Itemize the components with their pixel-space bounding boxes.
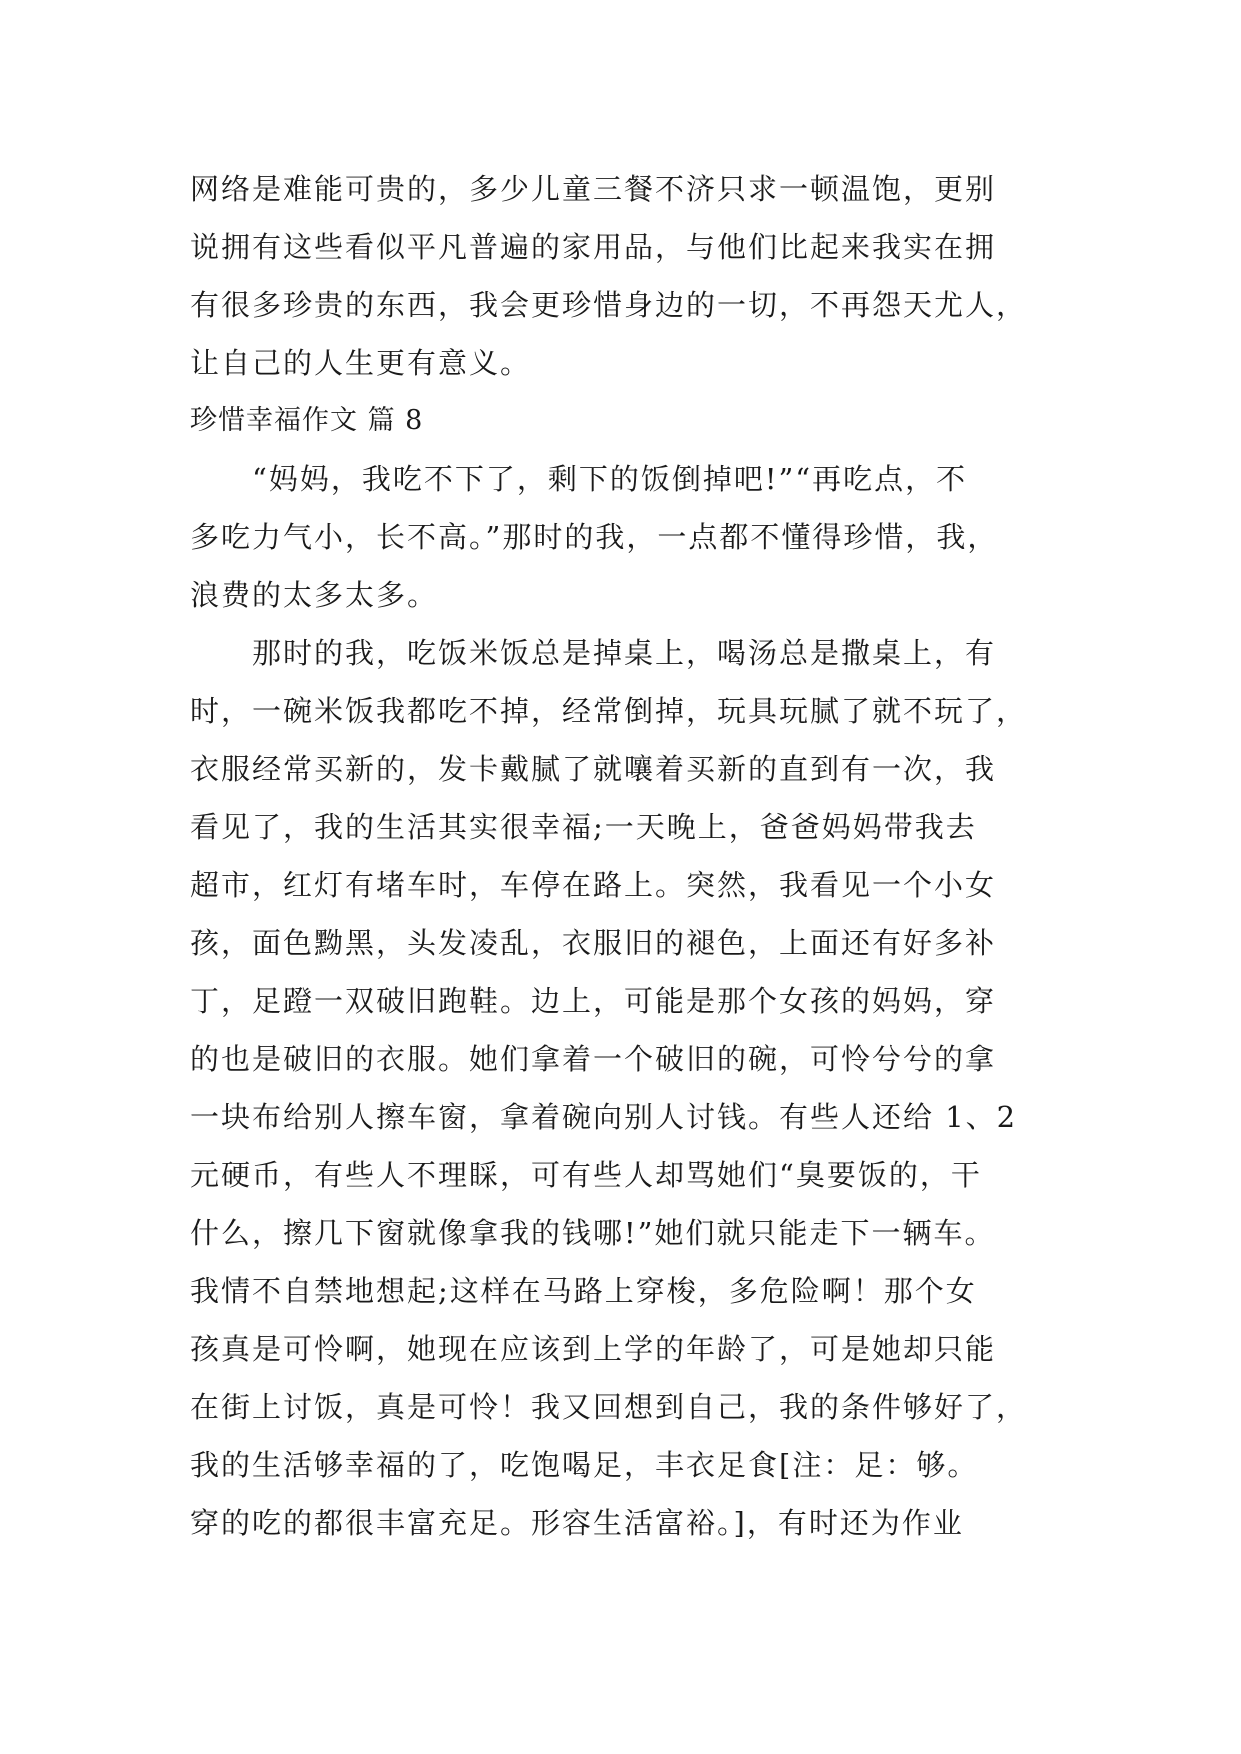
paragraph-line: 看见了，我的生活其实很幸福;一天晚上，爸爸妈妈带我去: [190, 810, 977, 844]
paragraph-line: 什么，擦几下窗就像拿我的钱哪!”她们就只能走下一辆车。: [190, 1216, 996, 1250]
paragraph-line: 说拥有这些看似平凡普遍的家用品，与他们比起来我实在拥: [190, 230, 997, 264]
paragraph-line: 让自己的人生更有意义。: [190, 346, 532, 380]
paragraph-line: 浪费的太多太多。: [190, 578, 439, 612]
paragraph-line: 穿的吃的都很丰富充足。形容生活富裕。]，有时还为作业: [190, 1506, 964, 1540]
paragraph-line: 孩，面色黝黑，头发凌乱，衣服旧的褪色，上面还有好多补: [190, 926, 997, 960]
document-body: [190, 160, 1060, 1552]
paragraph-line: 时，一碗米饭我都吃不掉，经常倒掉，玩具玩腻了就不玩了，: [190, 694, 1028, 728]
paragraph-line: 我情不自禁地想起;这样在马路上穿梭，多危险啊！那个女: [190, 1274, 977, 1308]
paragraph-line: 元硬币，有些人不理睬，可有些人却骂她们“臭要饭的，干: [190, 1158, 982, 1192]
paragraph-line: 丁，足蹬一双破旧跑鞋。边上，可能是那个女孩的妈妈，穿: [190, 984, 997, 1018]
paragraph-line: 的也是破旧的衣服。她们拿着一个破旧的碗，可怜兮兮的拿: [190, 1042, 997, 1076]
section-heading: 珍惜幸福作文 篇 8: [190, 405, 424, 436]
paragraph-line: 在街上讨饭，真是可怜！我又回想到自己，我的条件够好了，: [190, 1390, 1028, 1424]
paragraph-line: 那时的我，吃饭米饭总是掉桌上，喝汤总是撒桌上，有: [190, 636, 997, 670]
paragraph-line: 孩真是可怜啊，她现在应该到上学的年龄了，可是她却只能: [190, 1332, 997, 1366]
paragraph-line: 一块布给别人擦车窗，拿着碗向别人讨钱。有些人还给 1、2: [190, 1100, 1018, 1134]
paragraph-line: 多吃力气小，长不高。”那时的我，一点都不懂得珍惜，我，: [190, 520, 999, 554]
paragraph-line: “妈妈，我吃不下了，剩下的饭倒掉吧!”“再吃点，不: [190, 462, 968, 496]
paragraph-line: 有很多珍贵的东西，我会更珍惜身边的一切，不再怨天尤人，: [190, 288, 1028, 322]
paragraph-line: 超市，红灯有堵车时，车停在路上。突然，我看见一个小女: [190, 868, 997, 902]
paragraph-line: 我的生活够幸福的了，吃饱喝足，丰衣足食[注：足：够。: [190, 1448, 979, 1482]
paragraph-line: 网络是难能可贵的，多少儿童三餐不济只求一顿温饱，更别: [190, 172, 997, 206]
paragraph-line: 衣服经常买新的，发卡戴腻了就嚷着买新的直到有一次，我: [190, 752, 997, 786]
